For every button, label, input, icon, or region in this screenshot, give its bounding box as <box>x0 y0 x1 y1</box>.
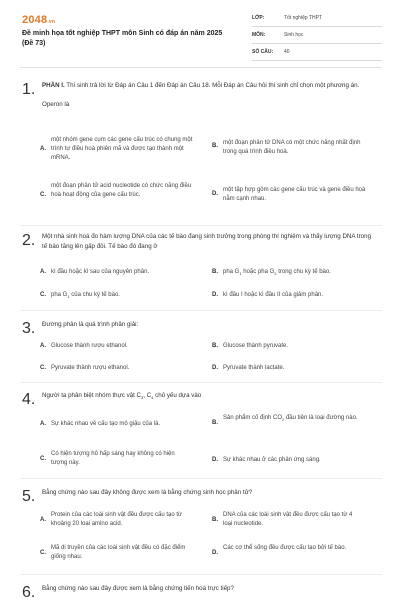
question-stem: Một nhà sinh hoá đo hàm lượng DNA của các tế bào đang sinh trưởng trong phòng thí nghiệm và thấy lượng DNA trong tế bào tăng lên gấp đôi. Tế bào đó đang ở <box>42 233 372 250</box>
option-label: A. <box>40 269 46 275</box>
option-label: B. <box>212 420 218 426</box>
option-label: A. <box>40 421 46 427</box>
option-text: pha $G_1$ hoặc pha $G_2$ trong chu kỳ tế bào. <box>223 269 331 277</box>
question-3 <box>0 320 400 337</box>
meta-count-label: SỐ CÂU: <box>252 49 274 55</box>
option-text: một đoạn phân tử acid nucleotide có chức năng điều hoà hoạt động của gene cấu trúc. <box>51 183 192 198</box>
question-1 <box>0 81 400 109</box>
question-number: 1. <box>22 81 36 98</box>
question-divider <box>20 382 382 383</box>
document-header <box>0 0 400 62</box>
meta-subject-row <box>252 30 382 44</box>
option-label: B. <box>212 143 218 149</box>
question-divider <box>20 225 382 226</box>
option-label: B. <box>212 517 218 523</box>
logo-text: 2048 <box>22 14 48 26</box>
option-text: kì đầu hoặc kì sau của nguyên phân. <box>51 269 150 275</box>
meta-subject-value: Sinh học <box>284 32 304 38</box>
question-5 <box>0 488 400 505</box>
option-text: một nhóm gene cụm các gene cấu trúc có chung một trình tự điều hoà phiên mã và được tạo thành một mRNA. <box>51 137 193 161</box>
question-number: 4. <box>22 391 36 408</box>
option-text: Glucose thành rượu ethanol. <box>51 343 128 349</box>
option-text: Sự khác nhau ở các phản ứng sáng. <box>223 457 321 463</box>
question-stem: Đường phân là quá trình phân giải: <box>42 321 139 328</box>
option-label: C. <box>40 292 46 298</box>
logo-suffix: .vn <box>47 19 56 25</box>
meta-class-label: LỚP: <box>252 15 265 21</box>
option-text: Các cơ thể sống đều được cấu tạo bởi tế bào. <box>223 545 347 551</box>
question-divider <box>20 310 382 311</box>
question-divider <box>20 574 382 575</box>
option-label: C. <box>40 456 46 462</box>
option-text: một đoạn phân tử DNA có một chức năng nhất định trong quá trình điều hoà. <box>223 140 361 155</box>
question-number: 6. <box>22 584 36 600</box>
option-text: Protein của các loài sinh vật đều được cấu tạo từ khoảng 20 loại amino acid. <box>51 512 183 527</box>
question-sub: Operon là <box>42 100 70 108</box>
question-stem: Bằng chứng nào sau đây được xem là bằng chứng tiến hoá trực tiếp? <box>42 585 234 592</box>
option-label: D. <box>212 457 218 463</box>
question-stem: Bằng chứng nào sau đây không được xem là bằng chứng sinh học phân tử? <box>42 489 253 496</box>
meta-subject-label: MÔN: <box>252 32 266 38</box>
option-label: D. <box>212 365 218 371</box>
question-stem: Người ta phân biệt nhóm thực vật $C_3$, $C_4$ chủ yếu dựa vào <box>42 392 202 401</box>
meta-class-row <box>252 13 382 27</box>
option-text: Mã di truyền của các loài sinh vật đều có đặc điểm giống nhau. <box>51 545 186 560</box>
question-number: 3. <box>22 320 36 337</box>
option-text: Sự khác nhau về cấu tạo mô giậu của lá. <box>51 421 161 427</box>
question-number: 2. <box>22 232 36 249</box>
option-text: Glucose thành pyruvate. <box>223 343 289 349</box>
question-stem-text: Thí sinh trả lời từ Đáp án Câu 1 đến Đáp án Câu 18. Mỗi Đáp án Câu hỏi thí sinh chỉ chọn một phương án. <box>64 82 360 89</box>
part-label: PHẦN I. <box>42 82 65 89</box>
option-text: Sản phẩm cố định $CO_2$ đầu tiên là loại đường nào. <box>223 415 358 423</box>
option-text: một tập hợp gồm các gene cấu trúc và gene điều hoà nằm cạnh nhau. <box>223 187 366 202</box>
question-6 <box>0 584 400 600</box>
question-4 <box>0 391 400 408</box>
site-logo[interactable] <box>22 14 55 26</box>
header-divider <box>20 67 382 68</box>
option-label: D. <box>212 191 218 197</box>
document-title: Đề minh họa tốt nghiệp THPT môn Sinh có đáp án năm 2025 (Đề 73) <box>22 30 223 47</box>
option-label: A. <box>40 517 46 523</box>
option-label: C. <box>40 365 46 371</box>
option-text: Pyruvate thành lactate. <box>223 365 285 371</box>
document-meta <box>252 13 382 64</box>
option-label: A. <box>40 343 46 349</box>
option-label: C. <box>40 192 46 198</box>
option-label: B. <box>212 269 218 275</box>
option-label: B. <box>212 343 218 349</box>
meta-count-row <box>252 47 382 61</box>
meta-count-value: 40 <box>284 49 290 55</box>
question-2 <box>0 232 400 251</box>
option-label: D. <box>212 292 218 298</box>
option-text: DNA của các loài sinh vật đều được cấu tạo từ 4 loại nucleotide. <box>223 512 353 527</box>
question-stem <box>42 81 376 91</box>
option-text: Có hiện tượng hô hấp sáng hay không có hiện tượng này. <box>51 451 175 466</box>
option-text: kì đầu I hoặc kì đầu II của giảm phân. <box>223 292 324 298</box>
question-divider <box>20 478 382 479</box>
option-text: Pyruvate thành rượu ethanol. <box>51 365 130 371</box>
option-label: C. <box>40 550 46 556</box>
question-number: 5. <box>22 488 36 505</box>
option-label: D. <box>212 550 218 556</box>
option-label: A. <box>40 146 46 152</box>
option-text: pha $G_1$ của chu kỳ tế bào. <box>51 292 120 300</box>
meta-class-value: Tốt nghiệp THPT <box>284 15 322 21</box>
